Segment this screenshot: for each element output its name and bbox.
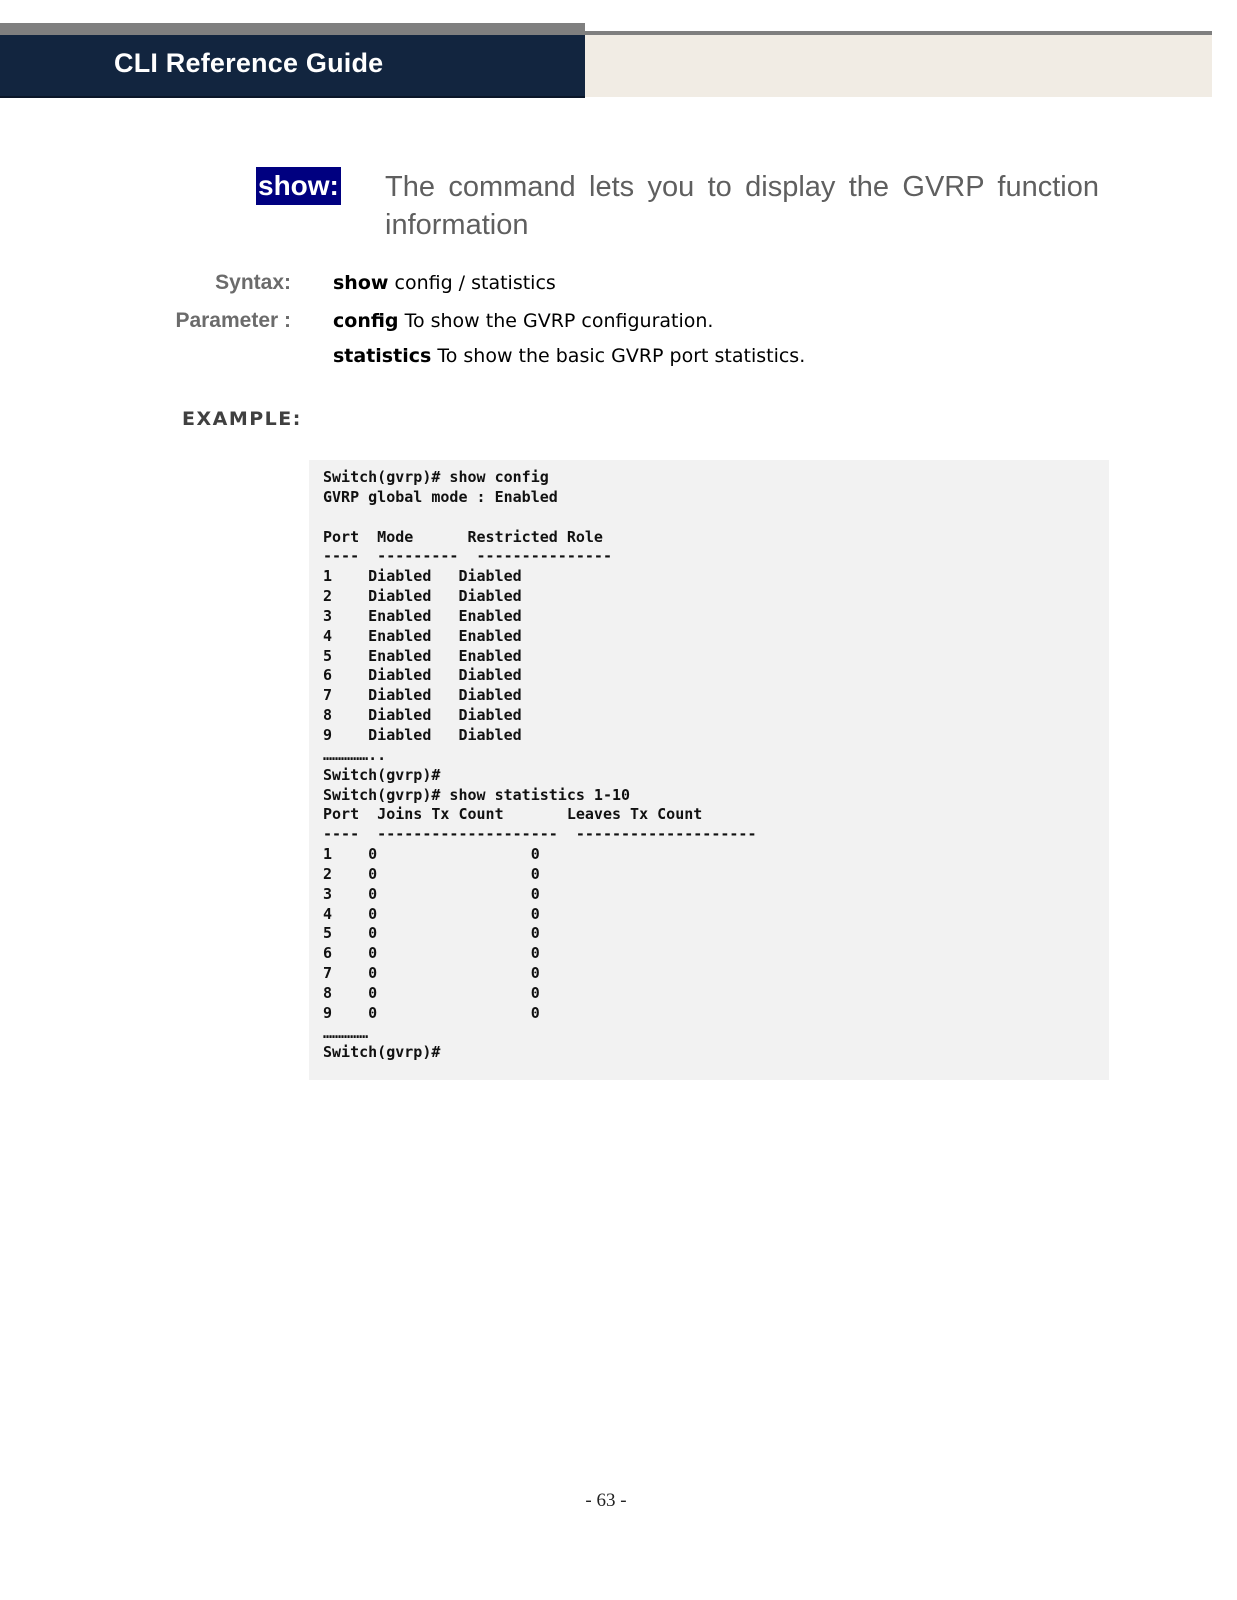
parameter-keyword: config (333, 310, 399, 332)
syntax-arguments: config / statistics (388, 272, 556, 294)
syntax-keyword: show (333, 272, 389, 294)
parameter-config (333, 310, 713, 332)
header-right-panel (585, 35, 1212, 97)
header-title-bar (0, 35, 585, 98)
syntax-line (333, 272, 556, 294)
parameter-description: To show the basic GVRP port statistics. (431, 345, 806, 367)
document-title: CLI Reference Guide (114, 48, 384, 78)
header-top-rule (0, 23, 585, 35)
example-code-box (309, 460, 1109, 1080)
example-label: EXAMPLE: (182, 408, 302, 430)
parameter-label: Parameter : (175, 309, 291, 332)
page-number: - 63 - (585, 1490, 627, 1511)
example-code: Switch(gvrp)# show config GVRP global mode : Enabled Port Mode Restricted Role ---- --------- --------------- 1 Diabled Diabled 2 Diabled Diabled 3 Enabled Enabled 4 Enabled Enabled 5 Enabled Enabled 6 Diabled Diabled 7 Diabled Diabled 8 Diabled Diabled 9 Diabled Diabled …………….. Switch(gvrp)# Switch(gvrp)# show statistics 1-10 Port Joins Tx Count Leaves Tx Count ---- -------------------- -------------------- 1 0 0 2 0 0 3 0 0 4 0 0 5 0 0 6 0 0 7 0 0 8 0 0 9 0 0 …………… Switch(gvrp)# (323, 468, 757, 1062)
parameter-description: To show the GVRP configuration. (398, 310, 714, 332)
parameter-statistics (333, 345, 805, 367)
parameter-keyword: statistics (333, 345, 432, 367)
command-name-badge: show: (256, 167, 341, 205)
command-description: The command lets you to display the GVRP function information (385, 171, 1099, 241)
syntax-label: Syntax: (215, 271, 291, 294)
